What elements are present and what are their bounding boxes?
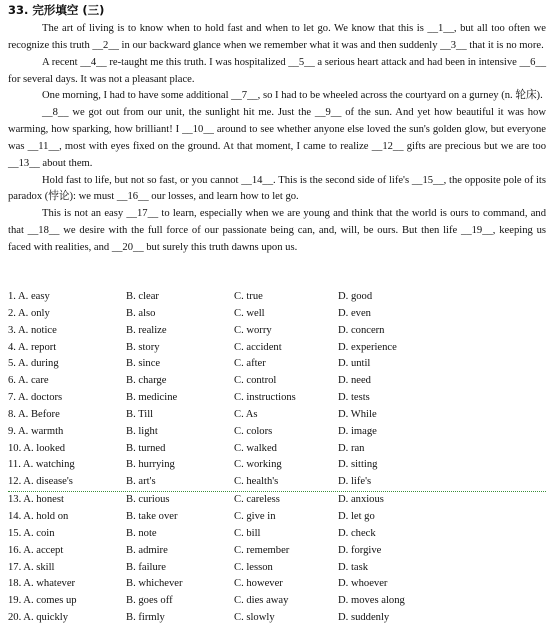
option-b: B. failure (126, 561, 167, 573)
option-b: B. medicine (126, 392, 178, 404)
option-d: D. until (338, 358, 371, 370)
option-c: C. dies away (234, 595, 289, 607)
option-c: C. bill (234, 527, 261, 539)
option-row (8, 526, 546, 543)
option-b: B. art's (126, 476, 156, 488)
option-a: 1. A. easy (8, 291, 50, 302)
option-c: C. careless (234, 494, 280, 506)
option-a: 15. A. coin (8, 527, 55, 539)
option-row (8, 373, 546, 390)
option-row (8, 560, 546, 577)
option-row (8, 457, 546, 474)
option-d: D. concern (338, 324, 385, 336)
option-c: C. As (234, 408, 258, 420)
option-a: 4. A. report (8, 341, 57, 353)
option-b: B. Till (126, 408, 154, 420)
option-d: D. let go (338, 510, 375, 522)
option-row (8, 543, 546, 560)
option-c: C. worry (234, 324, 272, 336)
option-a: 13. A. honest (8, 494, 64, 506)
option-a: 10. A. looked (8, 442, 66, 454)
option-b: B. light (126, 425, 158, 437)
option-row (8, 306, 546, 323)
option-b: B. turned (126, 442, 166, 454)
option-b: B. hurrying (126, 459, 175, 471)
option-d: D. tests (338, 392, 370, 404)
option-a: 20. A. quickly (8, 612, 69, 624)
option-row (8, 492, 546, 509)
option-row (8, 289, 546, 306)
option-a: 17. A. skill (8, 561, 55, 573)
option-d: D. whoever (338, 578, 388, 590)
option-a: 14. A. hold on (8, 510, 69, 522)
option-row (8, 593, 546, 610)
option-a: 11. A. watching (8, 459, 75, 471)
option-c: C. however (234, 578, 283, 590)
option-c: C. health's (234, 476, 279, 488)
passage-paragraph-3: One morning, I had to have some additional __7__, so I had to be wheeled across the courtyard on a gurney (n. 轮床). (42, 90, 543, 102)
option-b: B. story (126, 341, 160, 353)
option-row (8, 424, 546, 441)
option-row (8, 356, 546, 373)
option-b: B. curious (126, 494, 170, 506)
option-d: D. good (338, 291, 373, 302)
option-a: 8. A. Before (8, 408, 60, 420)
option-c: C. slowly (234, 612, 275, 624)
option-c: C. colors (234, 425, 273, 437)
option-row (8, 441, 546, 458)
option-d: D. experience (338, 341, 397, 353)
option-row (8, 509, 546, 526)
option-c: C. working (234, 459, 282, 471)
option-row (8, 390, 546, 407)
option-b: B. goes off (126, 595, 173, 607)
passage-paragraph-4: __8__ we got out from our unit, the sunlight hit me. Just the __9__ of the sun. And yet how beautiful it was how warming, how sparking, how brilliant! I __10__ around to see whether anyone else loved the sun's golden glow, but everyone was __11__, most with eyes fixed on the ground. At that moment, I came to realize __12__ gifts are precious but we are too __13__ about them. (8, 107, 546, 169)
option-a: 5. A. during (8, 358, 59, 370)
option-d: D. anxious (338, 494, 384, 506)
option-b: B. take over (126, 510, 178, 522)
option-a: 18. A. whatever (8, 578, 76, 590)
option-c: C. lesson (234, 561, 273, 573)
option-d: D. forgive (338, 544, 382, 556)
option-c: C. well (234, 307, 265, 319)
option-d: D. sitting (338, 459, 378, 471)
option-c: C. give in (234, 510, 276, 522)
option-c: C. accident (234, 341, 282, 353)
option-c: C. control (234, 375, 277, 387)
option-b: B. also (126, 307, 156, 319)
option-d: D. image (338, 425, 377, 437)
option-b: B. charge (126, 375, 167, 387)
option-b: B. realize (126, 324, 167, 336)
option-row (8, 474, 546, 492)
option-a: 7. A. doctors (8, 392, 63, 404)
option-row (8, 610, 546, 627)
option-d: D. While (338, 408, 377, 420)
passage-paragraph-2: A recent __4__ re-taught me this truth. I was hospitalized __5__ a serious heart attack and had been in intensive __6__ for several days. It was not a pleasant place. (8, 56, 546, 85)
option-d: D. suddenly (338, 612, 390, 624)
option-d: D. even (338, 307, 371, 319)
option-a: 16. A. accept (8, 544, 64, 556)
option-row (8, 407, 546, 424)
answer-options (8, 289, 546, 627)
option-b: B. note (126, 527, 157, 539)
option-a: 6. A. care (8, 375, 49, 387)
option-b: B. since (126, 358, 161, 370)
option-d: D. check (338, 527, 376, 539)
option-c: C. walked (234, 442, 277, 454)
option-b: B. whichever (126, 578, 183, 590)
option-d: D. task (338, 561, 369, 573)
option-a: 9. A. warmth (8, 425, 64, 437)
option-c: C. after (234, 358, 266, 370)
option-b: B. admire (126, 544, 168, 556)
option-row (8, 340, 546, 357)
passage (8, 21, 546, 257)
option-d: D. life's (338, 476, 372, 488)
exercise-title: 33. 完形填空 (三) (8, 3, 105, 17)
option-d: D. ran (338, 442, 365, 454)
option-a: 3. A. notice (8, 324, 57, 336)
option-c: C. instructions (234, 392, 296, 404)
option-c: C. remember (234, 544, 290, 556)
option-d: D. need (338, 375, 371, 387)
passage-paragraph-1: The art of living is to know when to hold fast and when to let go. We know that this is __1__, but all too often we recognize this truth __2__ in our backward glance when we remember what it was and then suddenly __3__ that it is no more. (8, 23, 546, 51)
option-b: B. clear (126, 291, 159, 302)
option-c: C. true (234, 291, 263, 302)
option-row (8, 323, 546, 340)
option-a: 19. A. comes up (8, 595, 77, 607)
option-d: D. moves along (338, 595, 405, 607)
option-a: 2. A. only (8, 307, 50, 319)
passage-paragraph-5: Hold fast to life, but not so fast, or you cannot __14__. This is the second side of life's __15__, the opposite pole of its paradox (悖论): we must __16__ our losses, and learn how to let go. (8, 174, 546, 203)
option-a: 12. A. disease's (8, 476, 73, 488)
option-b: B. firmly (126, 612, 165, 624)
option-row (8, 576, 546, 593)
passage-paragraph-6: This is not an easy __17__ to learn, especially when we are young and think that the world is ours to command, and that __18__ we desire with the full force of our passionate being can, and, will, be ours. But then life __19__, keeping us faced with realities, and __20__ but surely this truth dawns upon us. (8, 208, 546, 253)
